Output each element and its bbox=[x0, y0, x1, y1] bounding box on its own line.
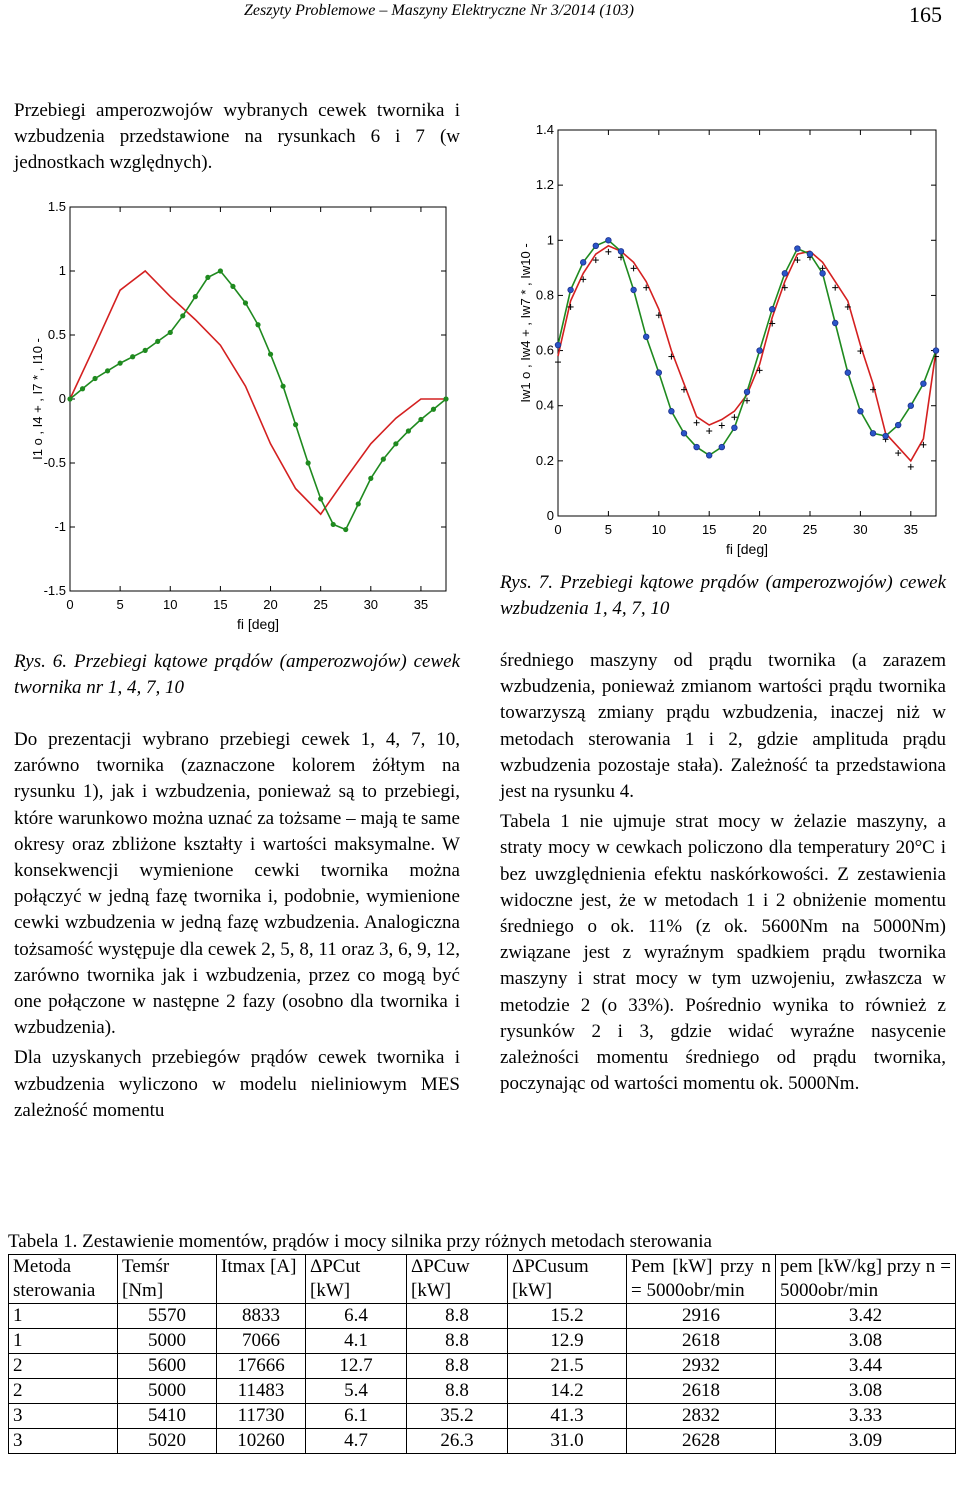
data-point bbox=[795, 246, 801, 252]
table-cell: 7066 bbox=[217, 1329, 306, 1354]
data-point bbox=[92, 376, 97, 381]
col-header-loss-sum: ΔPCusum [kW] bbox=[508, 1255, 627, 1304]
y-tick-label: 1 bbox=[546, 232, 554, 248]
table-cell: 3 bbox=[9, 1404, 118, 1429]
table-row bbox=[9, 1404, 956, 1429]
table-cell: 8.8 bbox=[407, 1329, 508, 1354]
table-cell: 21.5 bbox=[508, 1354, 627, 1379]
table-cell: 2618 bbox=[627, 1379, 776, 1404]
data-point bbox=[318, 496, 323, 501]
data-point bbox=[406, 428, 411, 433]
data-point bbox=[155, 339, 160, 344]
table-cell: 6.4 bbox=[306, 1304, 407, 1329]
left-paragraph-2: Dla uzyskanych przebiegów prądów cewek twornika i wzbudzenia wyliczono w modelu nieliniowym MES zależność momentu bbox=[14, 1047, 460, 1121]
table-cell: 1 bbox=[9, 1304, 118, 1329]
data-point bbox=[656, 370, 662, 376]
data-point bbox=[293, 422, 298, 427]
table-header-row bbox=[9, 1255, 956, 1304]
data-point bbox=[218, 268, 223, 273]
page-header bbox=[0, 0, 960, 34]
data-point bbox=[769, 306, 775, 312]
table-cell: 3.08 bbox=[776, 1329, 956, 1354]
col-header-method: Metoda sterowania bbox=[9, 1255, 118, 1304]
figure-7-caption bbox=[500, 570, 946, 622]
data-point bbox=[205, 275, 210, 280]
y-tick-label: 0.6 bbox=[535, 342, 554, 358]
right-body bbox=[500, 648, 946, 1101]
data-point bbox=[568, 287, 574, 293]
y-tick-label: 1 bbox=[58, 263, 66, 278]
data-point bbox=[356, 501, 361, 506]
x-axis-label: fi [deg] bbox=[236, 616, 280, 632]
figure-6-chart bbox=[20, 195, 460, 645]
table-caption: Tabela 1. Zestawienie momentów, prądów i mocy silnika przy różnych metodach sterowania bbox=[8, 1231, 712, 1252]
table-cell: 8.8 bbox=[407, 1354, 508, 1379]
y-tick-label: 0.4 bbox=[535, 397, 554, 413]
data-point bbox=[643, 334, 649, 340]
x-tick-label: 35 bbox=[413, 597, 429, 612]
table-cell: 8.8 bbox=[407, 1379, 508, 1404]
table-row bbox=[9, 1379, 956, 1404]
left-body bbox=[14, 727, 460, 1128]
page-number: 165 bbox=[909, 2, 942, 27]
data-point bbox=[255, 322, 260, 327]
intro-paragraph: Przebiegi amperozwojów wybranych cewek twornika i wzbudzenia przedstawione na rysunkach 6 i 7 (w jednostkach względnych). bbox=[14, 100, 460, 174]
x-tick-label: 10 bbox=[651, 522, 667, 537]
data-point bbox=[606, 237, 612, 243]
data-point bbox=[368, 476, 373, 481]
table-cell: 5000 bbox=[118, 1379, 217, 1404]
plot-frame bbox=[558, 130, 936, 516]
table-cell: 8833 bbox=[217, 1304, 306, 1329]
data-point bbox=[832, 320, 838, 326]
table-cell: 1 bbox=[9, 1329, 118, 1354]
table-cell: 11483 bbox=[217, 1379, 306, 1404]
data-point bbox=[443, 396, 448, 401]
table-cell: 5600 bbox=[118, 1354, 217, 1379]
data-point bbox=[555, 342, 561, 348]
data-point bbox=[618, 249, 624, 255]
col-header-power: Pem [kW] przy n = 5000obr/min bbox=[627, 1255, 776, 1304]
data-point bbox=[631, 287, 637, 293]
table-cell: 4.7 bbox=[306, 1429, 407, 1454]
table-cell: 17666 bbox=[217, 1354, 306, 1379]
data-point bbox=[418, 417, 423, 422]
table-cell: 2916 bbox=[627, 1304, 776, 1329]
table-cell: 5570 bbox=[118, 1304, 217, 1329]
y-tick-label: 1.2 bbox=[535, 177, 554, 193]
x-tick-label: 10 bbox=[163, 597, 178, 612]
data-point bbox=[393, 441, 398, 446]
data-point bbox=[858, 408, 864, 414]
table-body bbox=[9, 1304, 956, 1454]
data-point bbox=[895, 422, 901, 428]
data-point bbox=[782, 271, 788, 277]
figure-7-caption-text: Przebiegi kątowe prądów (amperozwojów) cewek wzbudzenia 1, 4, 7, 10 bbox=[500, 572, 947, 619]
journal-title: Zeszyty Problemowe – Maszyny Elektryczne Nr 3/2014 (103) bbox=[244, 2, 634, 19]
x-tick-label: 25 bbox=[313, 597, 328, 612]
data-point bbox=[593, 243, 599, 249]
data-point bbox=[343, 527, 348, 532]
data-point bbox=[118, 361, 123, 366]
table-cell: 3 bbox=[9, 1429, 118, 1454]
figure-6-caption-label: Rys. 6. bbox=[14, 651, 68, 672]
table-cell: 31.0 bbox=[508, 1429, 627, 1454]
col-header-power-density: pem [kW/kg] przy n = 5000obr/min bbox=[776, 1255, 956, 1304]
table-1 bbox=[8, 1230, 956, 1454]
data-point bbox=[681, 430, 687, 436]
y-tick-label: -1 bbox=[54, 519, 66, 534]
table-cell: 6.1 bbox=[306, 1404, 407, 1429]
table-cell: 5020 bbox=[118, 1429, 217, 1454]
table-cell: 3.33 bbox=[776, 1404, 956, 1429]
data-point bbox=[706, 453, 712, 459]
data-point bbox=[933, 348, 939, 354]
x-tick-label: 35 bbox=[903, 522, 919, 537]
table-cell: 3.42 bbox=[776, 1304, 956, 1329]
plot-frame bbox=[70, 207, 446, 591]
table-cell: 8.8 bbox=[407, 1304, 508, 1329]
data-point bbox=[732, 425, 738, 431]
table-cell: 2 bbox=[9, 1354, 118, 1379]
data-point bbox=[431, 407, 436, 412]
x-tick-label: 0 bbox=[554, 522, 562, 537]
x-axis-label: fi [deg] bbox=[725, 541, 769, 557]
x-tick-label: 25 bbox=[802, 522, 818, 537]
data-point bbox=[280, 384, 285, 389]
table-cell: 2 bbox=[9, 1379, 118, 1404]
data-point bbox=[870, 430, 876, 436]
right-paragraph-2: Tabela 1 nie ujmuje strat mocy w żelazie maszyny, a straty mocy w cewkach policzono dla temperatury 20°C i bez uwzględnienia efektu naskórkowości. Z zestawienia widoczne jest, że w metodach 1 i 2 obniżenie momentu średniego o ok. 11% (z ok. 5600Nm na 5000Nm) związane jest z wyraźnym spadkiem prądu twornika maszyny i strat mocy w tym uzwojeniu, zwłaszcza w metodzie 2 (o 33%). Pośrednio wynika to również z rysunków 2 i 3, gdzie widać wyraźne nasycenie zależności momentu średniego od prądu twornika, poczynając od wartości momentu ok. 5000Nm. bbox=[500, 811, 946, 1095]
y-tick-label: -0.5 bbox=[43, 455, 66, 470]
y-tick-label: 1.5 bbox=[47, 199, 66, 214]
table-cell: 5410 bbox=[118, 1404, 217, 1429]
data-point bbox=[580, 260, 586, 266]
data-point bbox=[168, 330, 173, 335]
col-header-loss-armature: ΔPCut [kW] bbox=[306, 1255, 407, 1304]
data-point bbox=[243, 300, 248, 305]
data-point bbox=[105, 368, 110, 373]
y-tick-label: 1.4 bbox=[535, 122, 554, 137]
table-row bbox=[9, 1304, 956, 1329]
table-cell: 2628 bbox=[627, 1429, 776, 1454]
figure-7-chart bbox=[498, 118, 948, 563]
table-cell: 2832 bbox=[627, 1404, 776, 1429]
y-tick-label: 0 bbox=[546, 508, 554, 523]
data-point bbox=[845, 370, 851, 376]
results-table bbox=[8, 1254, 956, 1454]
table-row bbox=[9, 1329, 956, 1354]
col-header-torque: Temśr [Nm] bbox=[118, 1255, 217, 1304]
y-axis-label: Iw1 o , Iw4 + , Iw7 * , Iw10 - bbox=[518, 243, 533, 403]
data-point bbox=[306, 460, 311, 465]
data-point bbox=[908, 403, 914, 409]
x-tick-label: 30 bbox=[853, 522, 868, 537]
x-tick-label: 0 bbox=[66, 597, 74, 612]
table-cell: 2618 bbox=[627, 1329, 776, 1354]
right-paragraph-1: średniego maszyny od prądu twornika (a zarazem wzbudzenia, ponieważ zmianom wartości prądu twornika towarzyszą zmiany prądu wzbudzenia, inaczej niż w metodach sterowania 1 i 2, gdzie amplituda prądu wzbudzenia pozostaje stała). Zależność ta przedstawiona jest na rysunku 4. bbox=[500, 650, 946, 803]
table-cell: 41.3 bbox=[508, 1404, 627, 1429]
figure-6-caption-text: Przebiegi kątowe prądów (amperozwojów) cewek twornika nr 1, 4, 7, 10 bbox=[14, 651, 461, 698]
col-header-loss-field: ΔPCuw [kW] bbox=[407, 1255, 508, 1304]
data-point bbox=[820, 271, 826, 277]
data-point bbox=[331, 522, 336, 527]
data-point bbox=[130, 354, 135, 359]
table-cell: 15.2 bbox=[508, 1304, 627, 1329]
data-point bbox=[67, 396, 72, 401]
figure-6-caption bbox=[14, 649, 460, 701]
figure-7-caption-label: Rys. 7. bbox=[500, 572, 554, 593]
table-cell: 26.3 bbox=[407, 1429, 508, 1454]
data-point bbox=[921, 381, 927, 387]
y-tick-label: 0.5 bbox=[47, 327, 66, 342]
data-point bbox=[719, 444, 725, 450]
x-tick-label: 5 bbox=[116, 597, 124, 612]
x-tick-label: 20 bbox=[752, 522, 767, 537]
table-cell: 35.2 bbox=[407, 1404, 508, 1429]
x-tick-label: 5 bbox=[604, 522, 613, 537]
y-axis-label: I1 o , I4 + , I7 * , I10 - bbox=[30, 338, 45, 460]
data-point bbox=[744, 389, 750, 395]
data-point bbox=[180, 313, 185, 318]
table-cell: 5.4 bbox=[306, 1379, 407, 1404]
y-tick-label: -1.5 bbox=[43, 583, 66, 598]
left-paragraph-1: Do prezentacji wybrano przebiegi cewek 1, 4, 7, 10, zarówno twornika (zaznaczone kolorem żółtym na rysunku 1), jak i wzbudzenia, ponieważ są to przebiegi, które warunkowo można uznać za tożsame – mają te same okresy oraz zbliżone kształty i wartości maksymalne. W konsekwencji wymienione cewki twornika można połączyć w jedną fazę twornika i, podobnie, wymienione cewki wzbudzenia w jedną fazę wzbudzenia. Analogiczna tożsamość występuje dla cewek 2, 5, 8, 11 oraz 3, 6, 9, 12, zarówno twornika jak i wzbudzenia, przez co mogą być one połączone w następne 2 fazy (osobno dla twornika i wzbudzenia). bbox=[14, 729, 460, 1039]
table-cell: 3.44 bbox=[776, 1354, 956, 1379]
table-cell: 14.2 bbox=[508, 1379, 627, 1404]
table-cell: 3.08 bbox=[776, 1379, 956, 1404]
data-point bbox=[268, 352, 273, 357]
y-tick-label: 0 bbox=[58, 391, 66, 406]
table-cell: 4.1 bbox=[306, 1329, 407, 1354]
x-tick-label: 20 bbox=[263, 597, 278, 612]
data-point bbox=[381, 457, 386, 462]
data-point bbox=[80, 386, 85, 391]
data-point bbox=[193, 294, 198, 299]
data-point bbox=[230, 284, 235, 289]
x-tick-label: 15 bbox=[701, 522, 717, 537]
y-tick-label: 0.8 bbox=[535, 287, 554, 303]
table-cell: 2932 bbox=[627, 1354, 776, 1379]
data-point bbox=[807, 251, 813, 257]
table-cell: 12.9 bbox=[508, 1329, 627, 1354]
col-header-current: Itmax [A] bbox=[217, 1255, 306, 1304]
table-cell: 11730 bbox=[217, 1404, 306, 1429]
data-point bbox=[669, 408, 675, 414]
data-point bbox=[757, 348, 763, 354]
left-intro bbox=[14, 98, 460, 181]
table-cell: 10260 bbox=[217, 1429, 306, 1454]
x-tick-label: 15 bbox=[213, 597, 228, 612]
x-tick-label: 30 bbox=[363, 597, 379, 612]
data-point bbox=[883, 433, 889, 439]
table-row bbox=[9, 1429, 956, 1454]
table-cell: 12.7 bbox=[306, 1354, 407, 1379]
y-tick-label: 0.2 bbox=[535, 452, 554, 468]
data-point bbox=[143, 348, 148, 353]
table-row bbox=[9, 1354, 956, 1379]
data-point bbox=[694, 444, 700, 450]
table-cell: 3.09 bbox=[776, 1429, 956, 1454]
table-cell: 5000 bbox=[118, 1329, 217, 1354]
